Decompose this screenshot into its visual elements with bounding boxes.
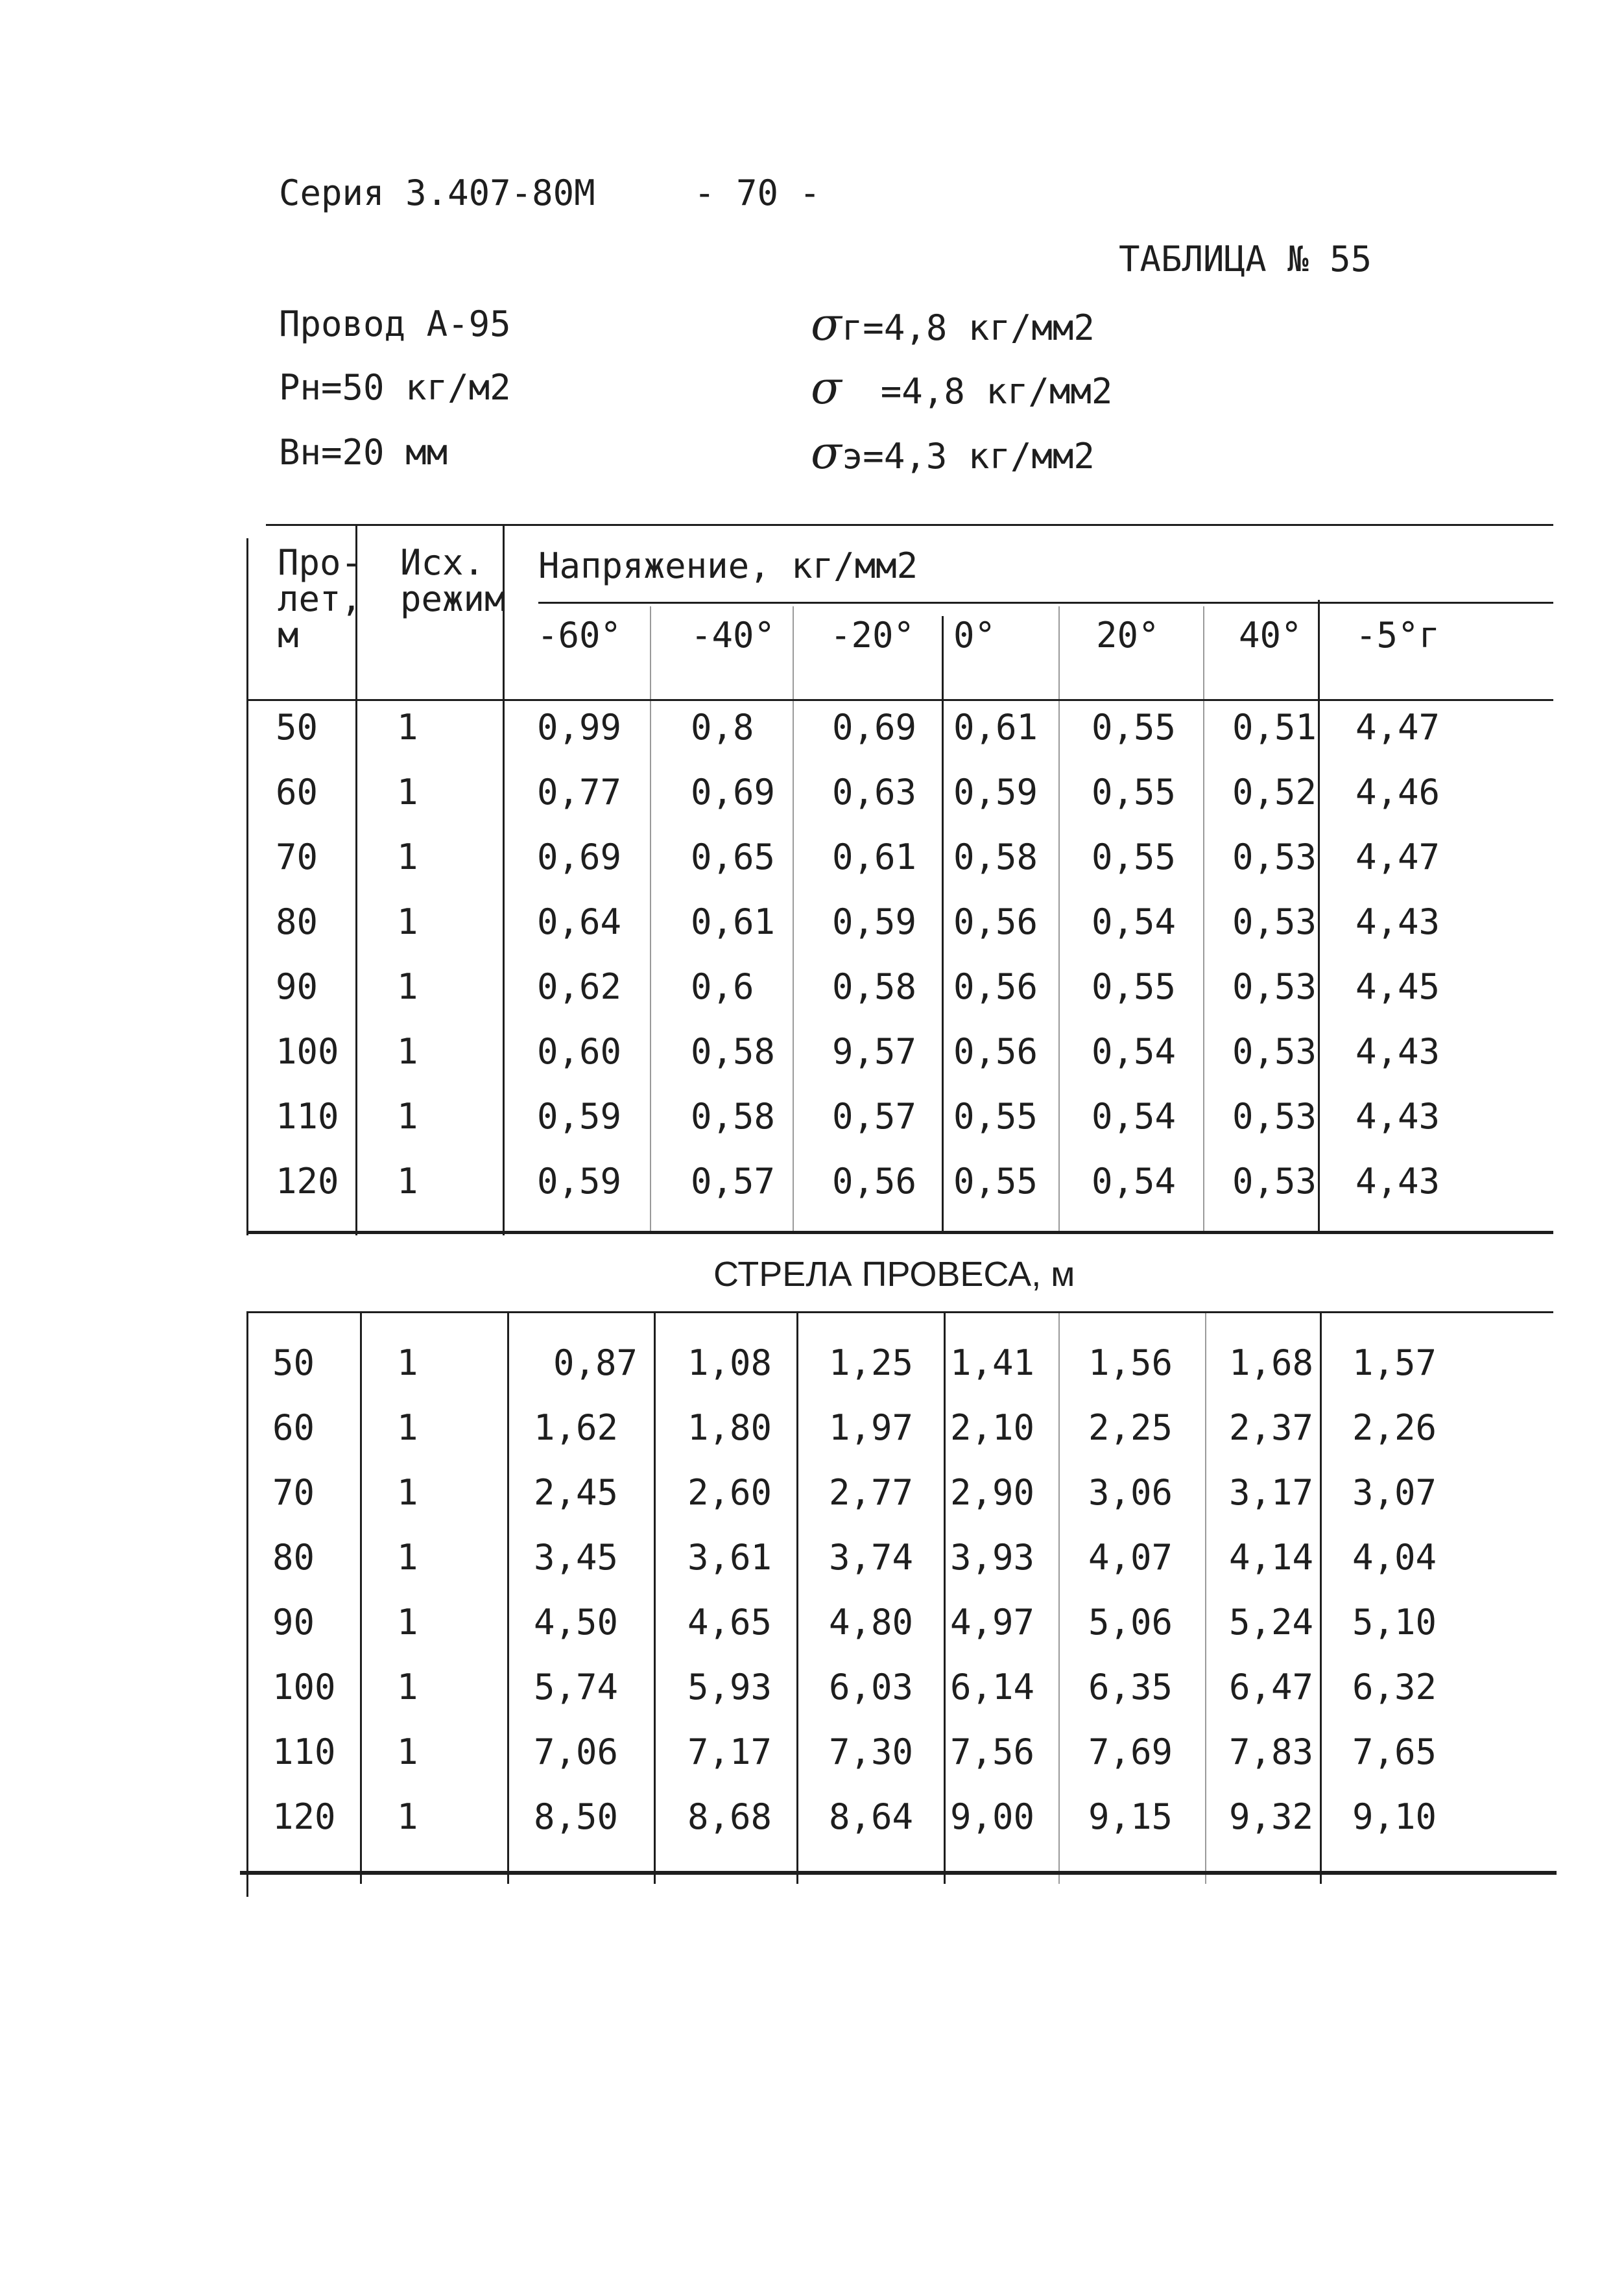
sag-value-cell: 1,56 bbox=[1088, 1342, 1173, 1383]
section2-title bbox=[713, 1255, 1075, 1294]
sag-value-cell: 5,10 bbox=[1352, 1602, 1437, 1643]
sag-value-cell: 8,68 bbox=[687, 1796, 772, 1837]
sag-mode-cell: 1 bbox=[397, 1602, 418, 1643]
sag-value-cell: 5,06 bbox=[1088, 1602, 1173, 1643]
sigma-symbol: σ bbox=[811, 426, 842, 479]
sag-mode-cell: 1 bbox=[397, 1667, 418, 1707]
sag-value-cell: 1,25 bbox=[829, 1342, 914, 1383]
sag-mode-cell: 1 bbox=[397, 1731, 418, 1772]
s2-border-left bbox=[246, 1313, 248, 1897]
sag-value-cell: 1,57 bbox=[1352, 1342, 1437, 1383]
sag-value-cell: 1,41 bbox=[950, 1342, 1035, 1383]
s2-col-divider-40 bbox=[1205, 1313, 1206, 1884]
stress-value-cell: 0,53 bbox=[1232, 1096, 1317, 1137]
stress-value-cell: 0,8 bbox=[691, 707, 754, 748]
stress-value-cell: 4,47 bbox=[1355, 707, 1440, 748]
s2-col-divider-mode bbox=[507, 1313, 509, 1884]
stress-value-cell: 0,59 bbox=[953, 772, 1038, 813]
sag-mode-cell: 1 bbox=[397, 1342, 418, 1383]
stress-value-cell: 4,43 bbox=[1355, 901, 1440, 942]
stress-value-cell: 0,53 bbox=[1232, 966, 1317, 1007]
s2-col-divider-20 bbox=[1058, 1313, 1060, 1884]
stress-value-cell: 0,58 bbox=[691, 1031, 776, 1072]
table-top-rule bbox=[266, 524, 1553, 526]
stress-mode-cell: 1 bbox=[397, 901, 418, 942]
sag-value-cell: 2,25 bbox=[1088, 1407, 1173, 1448]
stress-value-cell: 0,99 bbox=[537, 707, 622, 748]
stress-value-cell: 0,61 bbox=[832, 837, 917, 877]
stress-value-cell: 0,57 bbox=[832, 1096, 917, 1137]
param-stress-e bbox=[811, 426, 1095, 479]
sag-value-cell: 7,17 bbox=[687, 1731, 772, 1772]
sag-value-cell: 3,45 bbox=[534, 1537, 619, 1578]
sag-value-cell: 5,93 bbox=[687, 1667, 772, 1707]
stress-value-cell: 0,69 bbox=[691, 772, 776, 813]
group-header-rule bbox=[538, 602, 1553, 604]
sag-value-cell: 6,03 bbox=[829, 1667, 914, 1707]
stress-value-cell: 0,54 bbox=[1092, 1096, 1176, 1137]
s2-col-divider-0 bbox=[944, 1313, 946, 1884]
stress-value-cell: 0,59 bbox=[537, 1096, 622, 1137]
sag-value-cell: 2,77 bbox=[829, 1472, 914, 1513]
header-bottom-rule bbox=[246, 699, 1553, 701]
sag-value-cell: 9,32 bbox=[1229, 1796, 1314, 1837]
stress-value-cell: 0,58 bbox=[691, 1096, 776, 1137]
sag-value-cell: 3,17 bbox=[1229, 1472, 1314, 1513]
stress-span-cell: 80 bbox=[276, 901, 318, 942]
stress-value-cell: 0,63 bbox=[832, 772, 917, 813]
page-number: - 70 - bbox=[694, 172, 821, 213]
table-bottom-rule bbox=[240, 1871, 1557, 1875]
sag-value-cell: 8,64 bbox=[829, 1796, 914, 1837]
stress-mode-cell: 1 bbox=[397, 837, 418, 877]
stress-value-cell: 0,55 bbox=[1092, 837, 1176, 877]
sag-value-cell: 3,61 bbox=[687, 1537, 772, 1578]
s2-col-divider-m20 bbox=[796, 1313, 798, 1884]
col-divider-m40 bbox=[650, 606, 651, 1232]
sag-value-cell: 4,65 bbox=[687, 1602, 772, 1643]
param-stress-min bbox=[811, 361, 1113, 414]
sag-value-cell: 1,62 bbox=[534, 1407, 619, 1448]
stress-mode-cell: 1 bbox=[397, 1096, 418, 1137]
stress-value-cell: 0,65 bbox=[691, 837, 776, 877]
sigma-symbol: σ bbox=[811, 361, 842, 414]
stress-value-cell: 4,46 bbox=[1355, 772, 1440, 813]
col-divider-mode bbox=[503, 525, 505, 1235]
stress-value-cell: 0,53 bbox=[1232, 901, 1317, 942]
stress-value-cell: 0,52 bbox=[1232, 772, 1317, 813]
sag-span-cell: 110 bbox=[272, 1731, 336, 1772]
sag-mode-cell: 1 bbox=[397, 1407, 418, 1448]
temp-header-4: 20° bbox=[1096, 615, 1160, 656]
sag-value-cell: 5,74 bbox=[534, 1667, 619, 1707]
stress-value-cell: 0,53 bbox=[1232, 837, 1317, 877]
sag-span-cell: 70 bbox=[272, 1472, 315, 1513]
stress-mode-cell: 1 bbox=[397, 1161, 418, 1202]
sag-value-cell: 9,15 bbox=[1088, 1796, 1173, 1837]
stress-value-cell: 0,55 bbox=[1092, 966, 1176, 1007]
sag-value-cell: 3,74 bbox=[829, 1537, 914, 1578]
sag-mode-cell: 1 bbox=[397, 1537, 418, 1578]
param-stress-g-text: г=4,8 кг/мм2 bbox=[841, 307, 1095, 348]
param-pressure: Рн=50 кг/м2 bbox=[279, 367, 511, 408]
param-stress-min-text: =4,8 кг/мм2 bbox=[880, 371, 1113, 412]
sag-value-cell: 1,80 bbox=[687, 1407, 772, 1448]
sag-value-cell: 7,56 bbox=[950, 1731, 1035, 1772]
temp-header-2: -20° bbox=[830, 615, 915, 656]
sag-span-cell: 90 bbox=[272, 1602, 315, 1643]
sag-value-cell: 3,07 bbox=[1352, 1472, 1437, 1513]
col-divider-40 bbox=[1203, 606, 1204, 1232]
s2-col-divider-m5 bbox=[1320, 1313, 1322, 1884]
sag-span-cell: 60 bbox=[272, 1407, 315, 1448]
col-divider-m20 bbox=[793, 606, 794, 1232]
stress-value-cell: 0,53 bbox=[1232, 1161, 1317, 1202]
stress-value-cell: 0,59 bbox=[537, 1161, 622, 1202]
sag-value-cell: 5,24 bbox=[1229, 1602, 1314, 1643]
sag-value-cell: 9,00 bbox=[950, 1796, 1035, 1837]
stress-mode-cell: 1 bbox=[397, 966, 418, 1007]
sag-value-cell: 9,10 bbox=[1352, 1796, 1437, 1837]
stress-span-cell: 50 bbox=[276, 707, 318, 748]
stress-value-cell: 4,47 bbox=[1355, 837, 1440, 877]
stress-value-cell: 0,54 bbox=[1092, 901, 1176, 942]
col-divider-0 bbox=[942, 616, 944, 1232]
col-span-header: Про- лет, м bbox=[278, 542, 363, 656]
section1-bottom-rule bbox=[246, 1231, 1553, 1234]
stress-value-cell: 0,64 bbox=[537, 901, 622, 942]
sag-value-cell: 2,37 bbox=[1229, 1407, 1314, 1448]
group-header: Напряжение, кг/мм2 bbox=[538, 545, 918, 586]
param-wire: Провод А-95 bbox=[279, 303, 511, 344]
border-left bbox=[246, 538, 248, 1235]
stress-value-cell: 0,59 bbox=[832, 901, 917, 942]
sag-value-cell: 7,06 bbox=[534, 1731, 619, 1772]
stress-value-cell: 0,58 bbox=[832, 966, 917, 1007]
stress-value-cell: 0,55 bbox=[1092, 772, 1176, 813]
stress-value-cell: 0,56 bbox=[953, 1031, 1038, 1072]
sag-value-cell: 2,90 bbox=[950, 1472, 1035, 1513]
temp-header-0: -60° bbox=[537, 615, 622, 656]
stress-span-cell: 60 bbox=[276, 772, 318, 813]
stress-value-cell: 4,45 bbox=[1355, 966, 1440, 1007]
stress-span-cell: 70 bbox=[276, 837, 318, 877]
sag-value-cell: 2,45 bbox=[534, 1472, 619, 1513]
stress-mode-cell: 1 bbox=[397, 1031, 418, 1072]
stress-value-cell: 0,62 bbox=[537, 966, 622, 1007]
sag-mode-cell: 1 bbox=[397, 1796, 418, 1837]
temp-header-6: -5°г bbox=[1355, 615, 1440, 656]
sag-value-cell: 4,07 bbox=[1088, 1537, 1173, 1578]
sag-value-cell: 4,50 bbox=[534, 1602, 619, 1643]
sag-value-cell: 4,14 bbox=[1229, 1537, 1314, 1578]
stress-value-cell: 0,56 bbox=[953, 901, 1038, 942]
sag-value-cell: 6,32 bbox=[1352, 1667, 1437, 1707]
sag-value-cell: 6,47 bbox=[1229, 1667, 1314, 1707]
stress-value-cell: 0,54 bbox=[1092, 1031, 1176, 1072]
stress-span-cell: 100 bbox=[276, 1031, 339, 1072]
s2-col-divider-m40 bbox=[654, 1313, 656, 1884]
temp-header-3: 0° bbox=[953, 615, 996, 656]
col-mode-header: Исх. режим bbox=[400, 542, 506, 619]
stress-value-cell: 0,58 bbox=[953, 837, 1038, 877]
param-ice: Вн=20 мм bbox=[279, 432, 448, 473]
section2-top-rule bbox=[246, 1311, 1553, 1313]
stress-mode-cell: 1 bbox=[397, 707, 418, 748]
sag-value-cell: 1,68 bbox=[1229, 1342, 1314, 1383]
sag-span-cell: 50 bbox=[272, 1342, 315, 1383]
s2-col-divider-span bbox=[360, 1313, 362, 1884]
sag-value-cell: 2,10 bbox=[950, 1407, 1035, 1448]
sag-value-cell: 7,65 bbox=[1352, 1731, 1437, 1772]
stress-value-cell: 0,6 bbox=[691, 966, 754, 1007]
sag-value-cell: 7,30 bbox=[829, 1731, 914, 1772]
sag-value-cell: 3,06 bbox=[1088, 1472, 1173, 1513]
sag-value-cell: 8,50 bbox=[534, 1796, 619, 1837]
param-stress-e-text: э=4,3 кг/мм2 bbox=[841, 436, 1095, 477]
stress-value-cell: 4,43 bbox=[1355, 1031, 1440, 1072]
temp-header-1: -40° bbox=[691, 615, 776, 656]
stress-value-cell: 0,60 bbox=[537, 1031, 622, 1072]
sag-value-cell: 3,93 bbox=[950, 1537, 1035, 1578]
temp-header-5: 40° bbox=[1239, 615, 1302, 656]
stress-value-cell: 4,43 bbox=[1355, 1096, 1440, 1137]
sag-value-cell: 4,04 bbox=[1352, 1537, 1437, 1578]
stress-value-cell: 0,54 bbox=[1092, 1161, 1176, 1202]
sag-value-cell: 7,69 bbox=[1088, 1731, 1173, 1772]
stress-mode-cell: 1 bbox=[397, 772, 418, 813]
stress-value-cell: 0,61 bbox=[691, 901, 776, 942]
stress-value-cell: 0,55 bbox=[953, 1161, 1038, 1202]
stress-value-cell: 0,53 bbox=[1232, 1031, 1317, 1072]
sag-value-cell: 1,08 bbox=[687, 1342, 772, 1383]
stress-value-cell: 0,57 bbox=[691, 1161, 776, 1202]
col-divider-m5 bbox=[1318, 600, 1320, 1232]
sag-value-cell: 7,83 bbox=[1229, 1731, 1314, 1772]
sag-span-cell: 80 bbox=[272, 1537, 315, 1578]
stress-value-cell: 4,43 bbox=[1355, 1161, 1440, 1202]
sigma-symbol: σ bbox=[811, 298, 842, 351]
stress-span-cell: 90 bbox=[276, 966, 318, 1007]
param-stress-g bbox=[811, 298, 1095, 351]
sag-mode-cell: 1 bbox=[397, 1472, 418, 1513]
sag-value-cell: 6,35 bbox=[1088, 1667, 1173, 1707]
stress-span-cell: 120 bbox=[276, 1161, 339, 1202]
sag-span-cell: 100 bbox=[272, 1667, 336, 1707]
sag-value-cell: 2,60 bbox=[687, 1472, 772, 1513]
sag-value-cell: 2,26 bbox=[1352, 1407, 1437, 1448]
stress-value-cell: 9,57 bbox=[832, 1031, 917, 1072]
col-divider-20 bbox=[1058, 606, 1060, 1232]
stress-value-cell: 0,61 bbox=[953, 707, 1038, 748]
sag-value-cell: 4,80 bbox=[829, 1602, 914, 1643]
sag-span-cell: 120 bbox=[272, 1796, 336, 1837]
stress-span-cell: 110 bbox=[276, 1096, 339, 1137]
stress-value-cell: 0,55 bbox=[953, 1096, 1038, 1137]
stress-value-cell: 0,56 bbox=[832, 1161, 917, 1202]
stress-value-cell: 0,51 bbox=[1232, 707, 1317, 748]
section2-title-text: СТРЕЛА ПРОВЕСА, м bbox=[713, 1255, 1075, 1294]
stress-value-cell: 0,69 bbox=[537, 837, 622, 877]
table-label: ТАБЛИЦА № 55 bbox=[1119, 239, 1372, 279]
stress-value-cell: 0,77 bbox=[537, 772, 622, 813]
sag-value-cell: 1,97 bbox=[829, 1407, 914, 1448]
series-label: Серия 3.407-80М bbox=[279, 172, 595, 213]
stress-value-cell: 0,69 bbox=[832, 707, 917, 748]
stress-value-cell: 0,56 bbox=[953, 966, 1038, 1007]
sag-value-cell: 6,14 bbox=[950, 1667, 1035, 1707]
sag-value-cell: 0,87 bbox=[553, 1342, 638, 1383]
stress-value-cell: 0,55 bbox=[1092, 707, 1176, 748]
sag-value-cell: 4,97 bbox=[950, 1602, 1035, 1643]
